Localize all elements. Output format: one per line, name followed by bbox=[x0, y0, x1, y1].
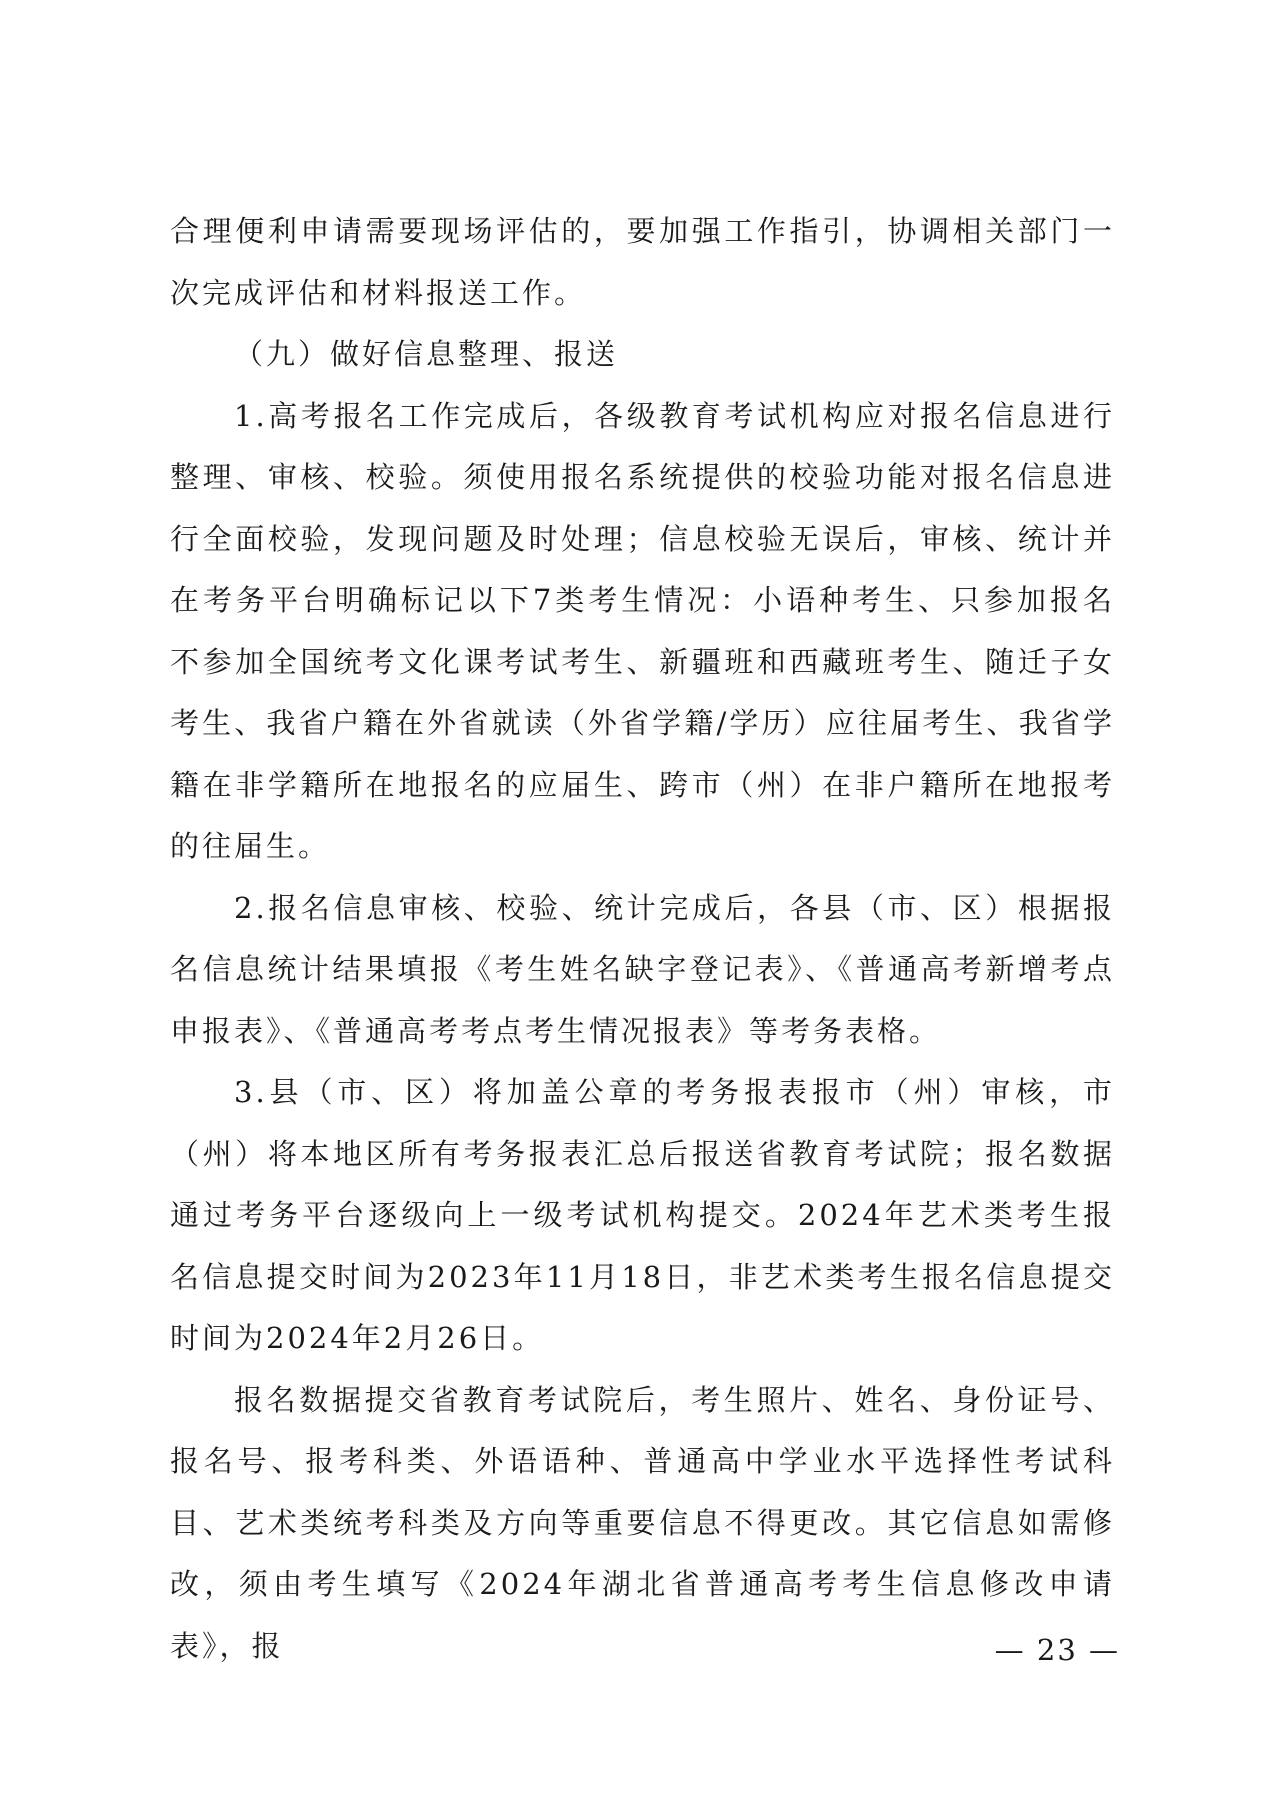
paragraph-item-2: 2.报名信息审核、校验、统计完成后，各县（市、区）根据报名信息统计结果填报《考生姓名缺字登记表》、《普通高考新增考点申报表》、《普通高考考点考生情况报表》等考务表格。 bbox=[170, 890, 1115, 1048]
paragraph-continuation: 合理便利申请需要现场评估的，要加强工作指引，协调相关部门一次完成评估和材料报送工作。 bbox=[170, 214, 1115, 310]
paragraph-item-1: 1.高考报名工作完成后，各级教育考试机构应对报名信息进行整理、审核、校验。须使用报名系统提供的校验功能对报名信息进行全面校验，发现问题及时处理；信息校验无误后，审核、统计并在考务平台明确标记以下7类考生情况：小语种考生、只参加报名不参加全国统考文化课考试考生、新疆班和西藏班考生、随迁子女考生、我省户籍在外省就读（外省学籍/学历）应往届考生、我省学籍在非学籍所在地报名的应届生、跨市（州）在非户籍所在地报考的往届生。 bbox=[170, 398, 1115, 863]
body-text bbox=[170, 201, 1115, 1677]
section-heading: （九）做好信息整理、报送 bbox=[234, 337, 619, 371]
paragraph-submission-note: 报名数据提交省教育考试院后，考生照片、姓名、身份证号、报名号、报考科类、外语语种、普通高中学业水平选择性考试科目、艺术类统考科类及方向等重要信息不得更改。其它信息如需修改，须由考生填写《2024年湖北省普通高考考生信息修改申请表》，报 bbox=[170, 1382, 1115, 1663]
page-number: — 23 — bbox=[994, 1633, 1120, 1667]
paragraph-item-3: 3.县（市、区）将加盖公章的考务报表报市（州）审核，市（州）将本地区所有考务报表汇总后报送省教育考试院；报名数据通过考务平台逐级向上一级考试机构提交。2024年艺术类考生报名信息提交时间为2023年11月18日，非艺术类考生报名信息提交时间为2024年2月26日。 bbox=[170, 1075, 1115, 1355]
